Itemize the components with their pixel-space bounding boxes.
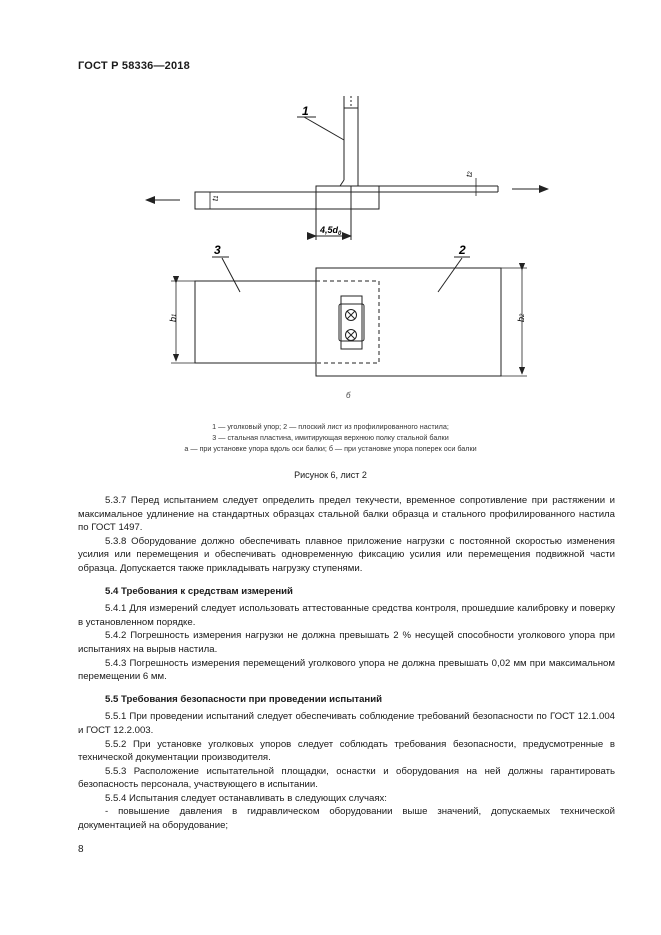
legend-line-3: а — при установке упора вдоль оси балки; б — при установке упора поперек оси балки	[184, 444, 477, 453]
paragraph-5-5-3: 5.5.3 Расположение испытательной площадки, оснастки и оборудования на ней должны гарантировать безопасность персонала, участвующего в испытании.	[78, 765, 615, 791]
legend-line-2: 3 — стальная пластина, имитирующая верхнюю полку стальной балки	[212, 433, 449, 442]
paragraph-5-5-4-item-1: - повышение давления в гидравлическом оборудовании выше значений, допускаемых технической документацией на оборудование;	[78, 806, 615, 832]
paragraph-5-4-1: 5.4.1 Для измерений следует использовать аттестованные средства контроля, прошедшие калибровку и поверку в установленном порядке.	[78, 603, 615, 628]
dim-45d0-label: $4,5d_0$	[320, 225, 342, 237]
callout-1-label: 1	[302, 104, 309, 118]
section-heading-5-5: 5.5 Требования безопасности при проведении испытаний	[105, 693, 383, 705]
paragraph-5-4-2: 5.4.2 Погрешность измерения нагрузки не должна превышать 2 % несущей способности уголкового упора при испытаниях на вырыв настила.	[78, 630, 615, 655]
angle-stop-vertical	[340, 96, 358, 186]
flat-sheet-2	[316, 268, 501, 376]
callout-3-leader	[222, 258, 240, 292]
page-number: 8	[78, 844, 84, 855]
dim-t1-label: t1	[211, 195, 220, 201]
callout-1-leader	[304, 117, 344, 140]
dim-b1-label: b1	[168, 313, 178, 322]
paragraph-5-5-1: 5.5.1 При проведении испытаний следует обеспечивать соблюдение требований безопасности по ГОСТ 12.1.004 и ГОСТ 12.2.003.	[78, 711, 615, 736]
paragraph-5-3-8: 5.3.8 Оборудование должно обеспечивать плавное приложение нагрузки с постоянной скоростью изменения усилия или перемещения и обеспечивать одновременную фиксацию усилия или перемещения подвижной части образца. Допускается также прикладывать нагрузку ступенями.	[78, 535, 615, 574]
section-heading-5-4: 5.4 Требования к средствам измерений	[105, 585, 293, 597]
legend-line-1: 1 — уголковый упор; 2 — плоский лист из профилированного настила;	[212, 422, 449, 431]
flat-sheet-top	[195, 186, 498, 240]
figure-caption: Рисунок 6, лист 2	[294, 470, 367, 480]
paragraph-5-3-7: 5.3.7 Перед испытанием следует определить предел текучести, временное сопротивление при растяжении и максимальное удлинение на стандартных образцах стальной балки образца и стального профилированного настила по ГОСТ 1497.	[78, 495, 615, 534]
paragraph-5-5-2: 5.5.2 При установке уголковых упоров следует соблюдать требования безопасности, предусмотренные в технической документации производителя.	[78, 738, 615, 764]
dim-t2-label: t2	[465, 171, 474, 177]
paragraph-5-4-3: 5.4.3 Погрешность измерения перемещений уголкового упора не должна превышать 0,02 мм при максимальном перемещении 6 мм.	[78, 657, 615, 683]
document-header: ГОСТ Р 58336—2018	[78, 60, 190, 72]
callout-2-label: 2	[459, 243, 466, 257]
dim-b2-label: b2	[516, 313, 526, 322]
paragraph-5-5-4: 5.5.4 Испытания следует останавливать в следующих случаях:	[105, 792, 387, 804]
body-text	[78, 494, 615, 833]
callout-3-label: 3	[214, 243, 221, 257]
view-b-label: б	[346, 391, 351, 400]
